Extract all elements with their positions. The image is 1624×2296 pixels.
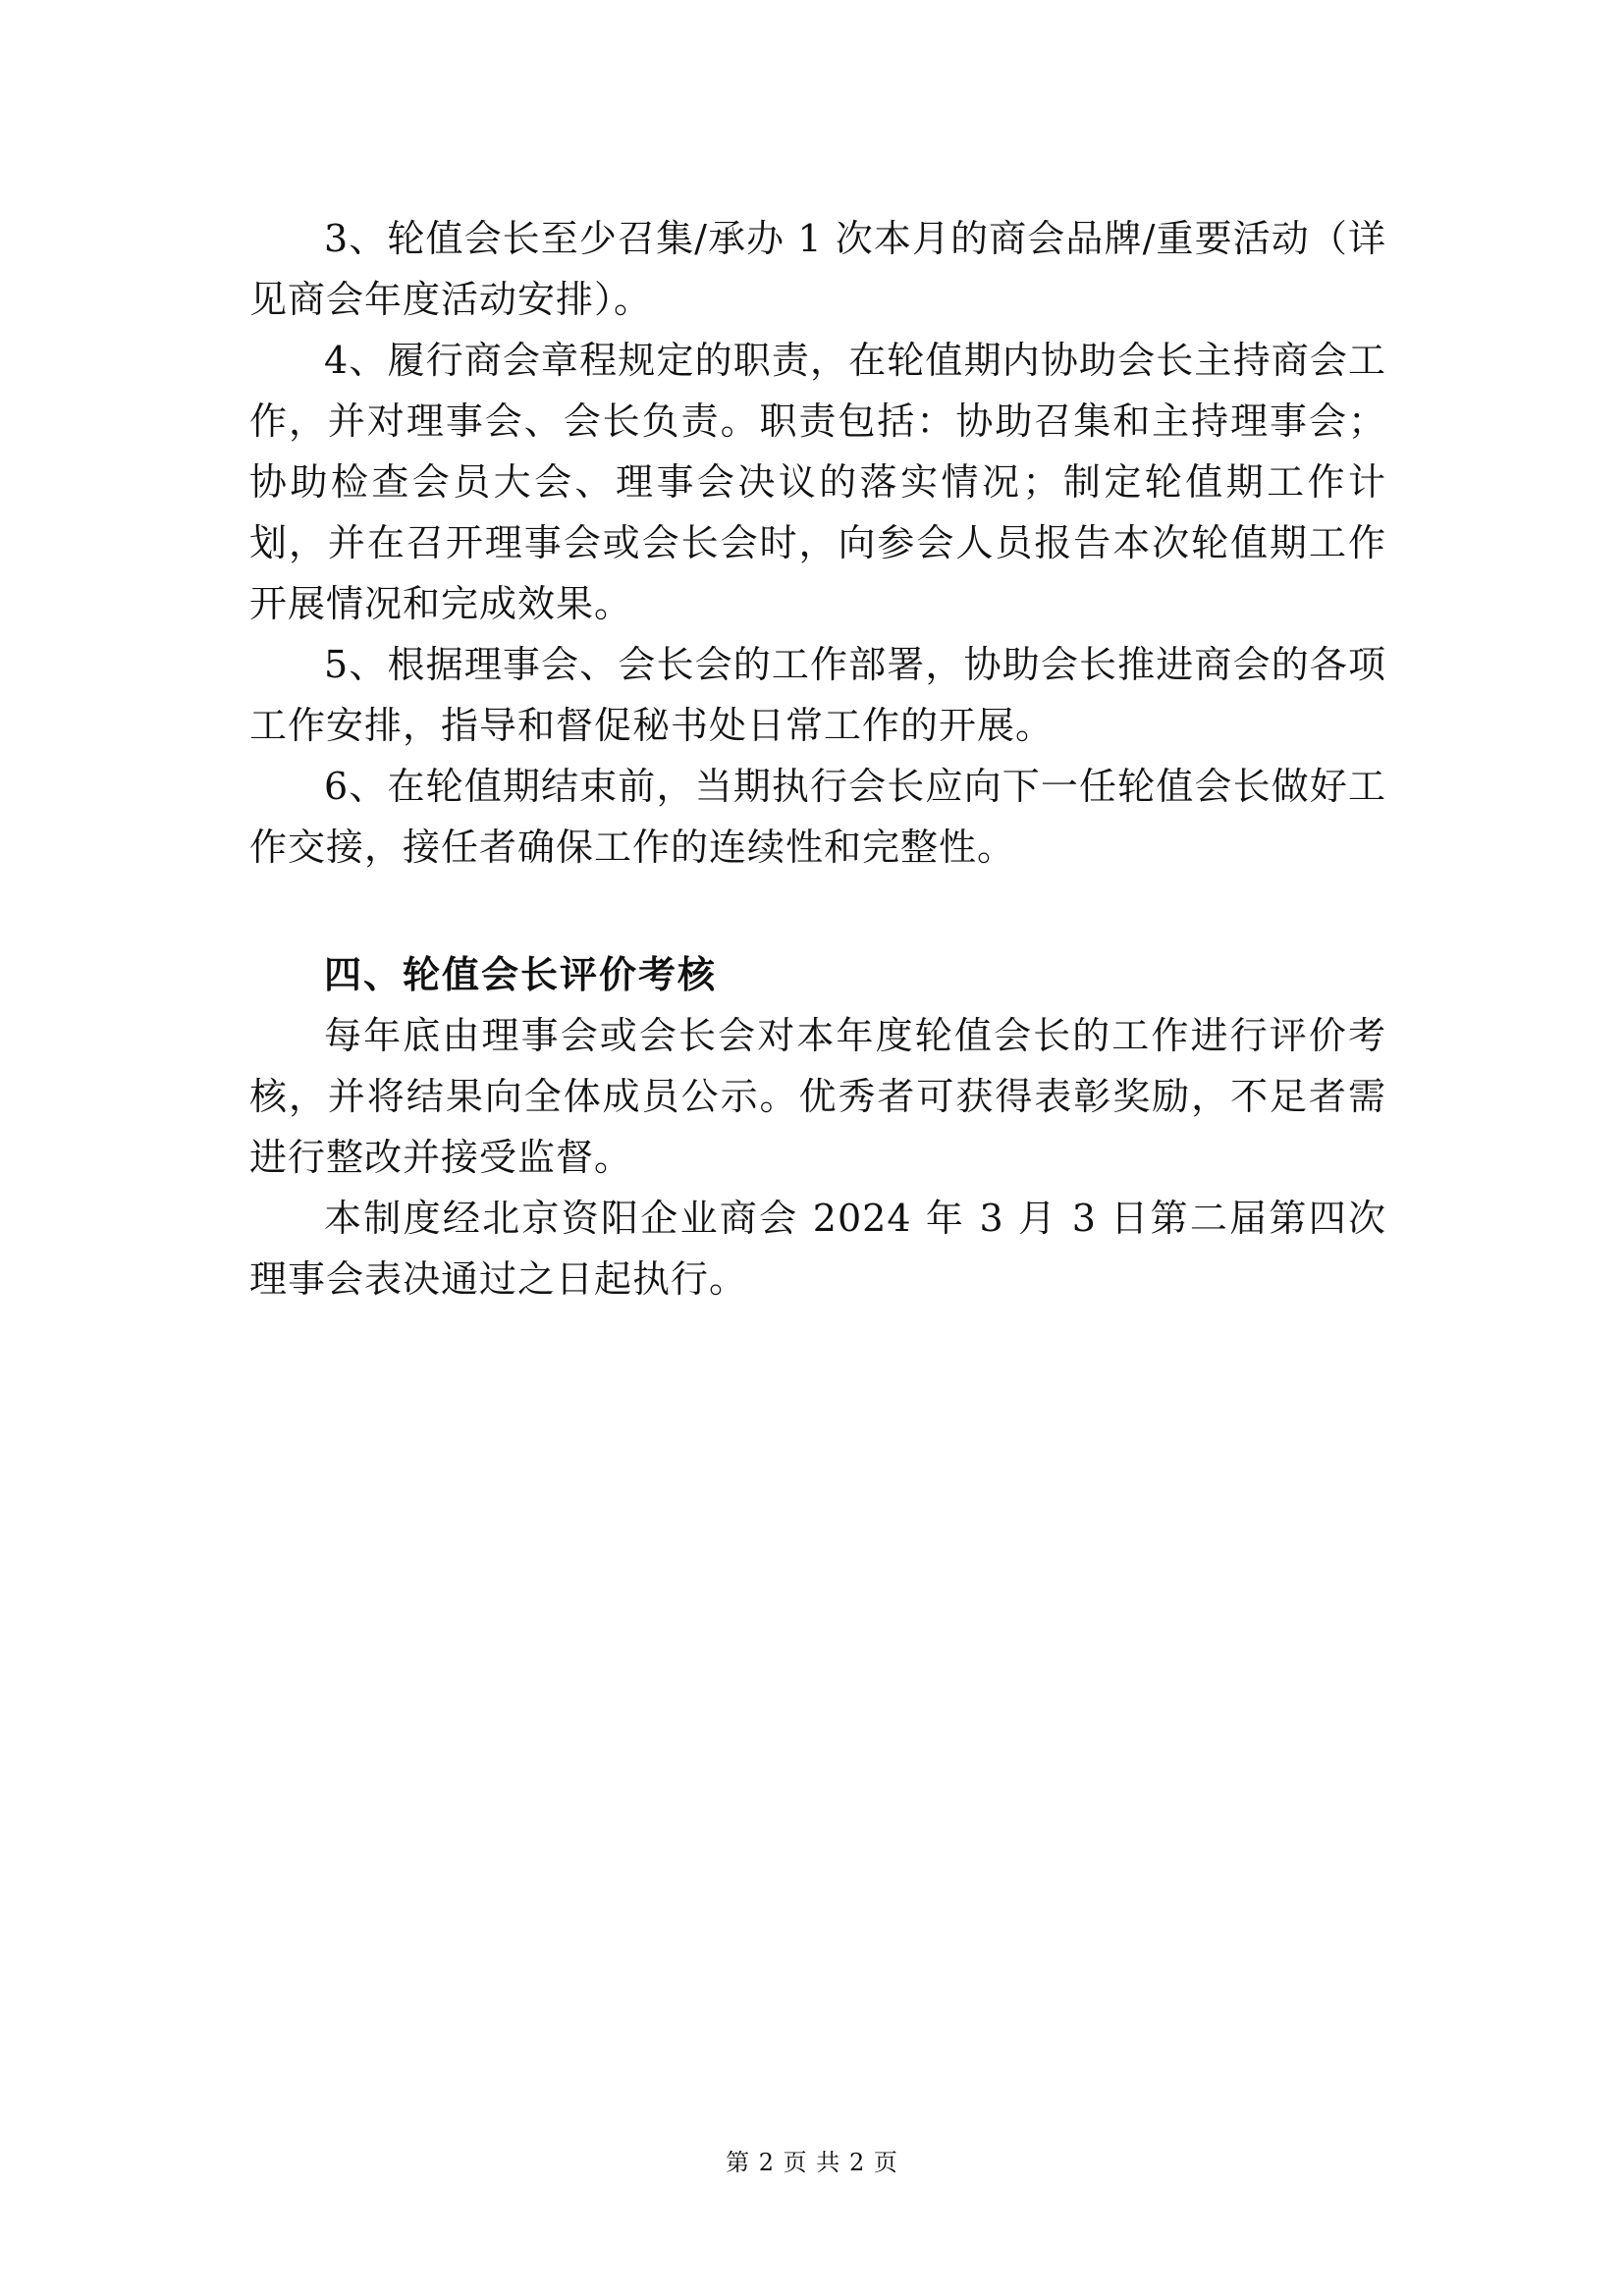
paragraph-evaluation: 每年底由理事会或会长会对本年度轮值会长的工作进行评价考核，并将结果向全体成员公示。优秀者可获得表彰奖励，不足者需进行整改并接受监督。 xyxy=(249,1014,1386,1179)
page-footer-page-number: 第 2 页 共 2 页 xyxy=(726,2149,898,2176)
document-body xyxy=(249,208,1386,1309)
paragraph-item-4: 4、履行商会章程规定的职责，在轮值期内协助会长主持商会工作，并对理事会、会长负责。职责包括：协助召集和主持理事会；协助检查会员大会、理事会决议的落实情况；制定轮值期工作计划，并在召开理事会或会长会时，向参会人员报告本次轮值期工作开展情况和完成效果。 xyxy=(249,339,1386,625)
section-heading-evaluation: 四、轮值会长评价考核 xyxy=(324,953,718,996)
paragraph-item-6: 6、在轮值期结束前，当期执行会长应向下一任轮值会长做好工作交接，接任者确保工作的连续性和完整性。 xyxy=(249,765,1386,869)
paragraph-item-3: 3、轮值会长至少召集/承办 1 次本月的商会品牌/重要活动（详见商会年度活动安排）。 xyxy=(249,217,1386,321)
paragraph-item-5: 5、根据理事会、会长会的工作部署，协助会长推进商会的各项工作安排，指导和督促秘书处日常工作的开展。 xyxy=(249,643,1386,747)
paragraph-effective-date: 本制度经北京资阳企业商会 2024 年 3 月 3 日第二届第四次理事会表决通过之日起执行。 xyxy=(249,1197,1386,1301)
